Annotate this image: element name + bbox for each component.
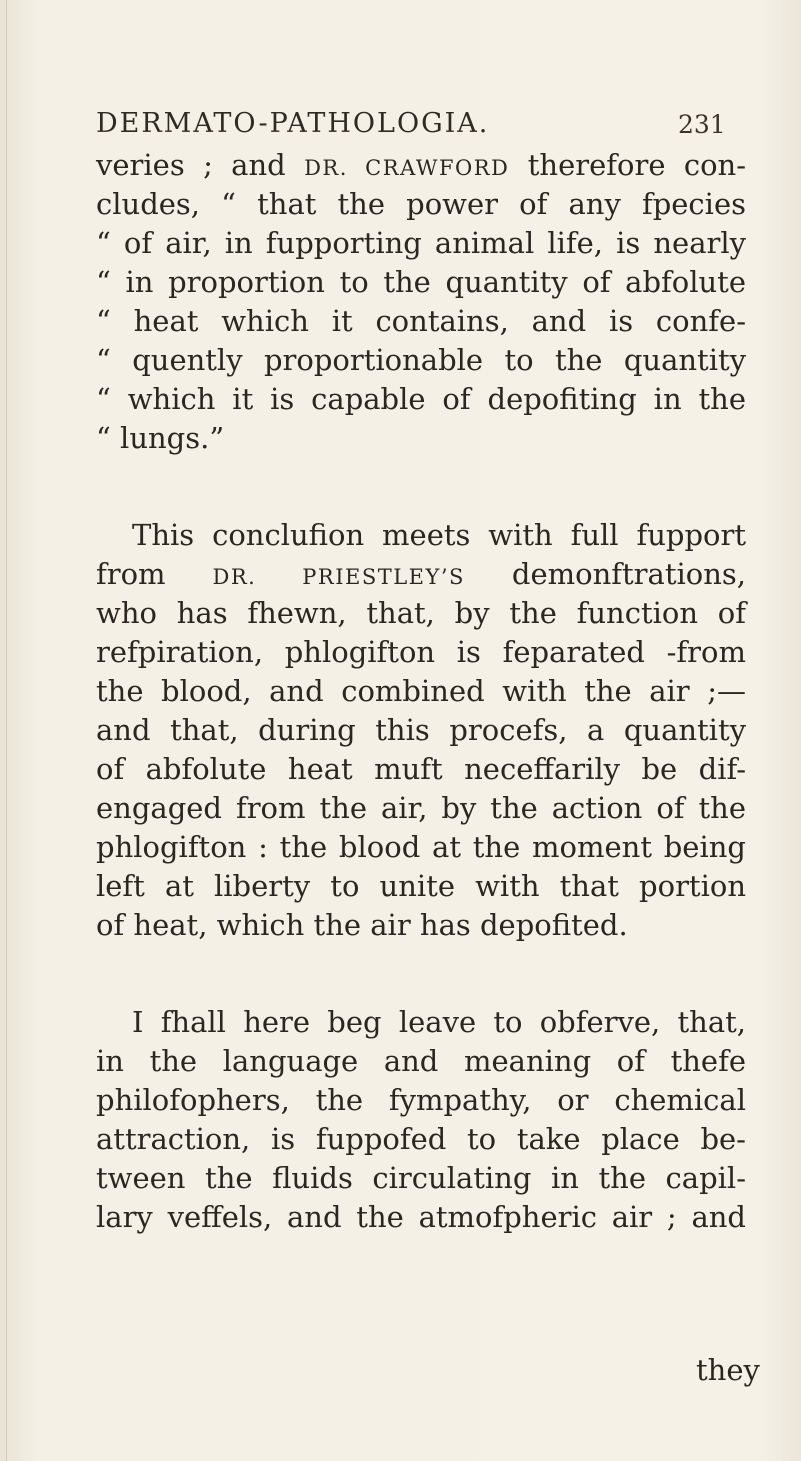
text-line: cludes, “ that the power of any fpecies bbox=[96, 187, 746, 221]
page-number: 231 bbox=[678, 110, 726, 139]
paragraph-1 bbox=[96, 146, 746, 458]
text-line bbox=[96, 555, 746, 594]
text-line: of abfolute heat muft neceffarily be dif- bbox=[96, 752, 746, 786]
body-text bbox=[96, 146, 746, 1237]
text-line: who has fhewn, that, by the function of bbox=[96, 596, 746, 630]
catchword: they bbox=[696, 1353, 760, 1387]
text-line: tween the fluids circulating in the capil- bbox=[96, 1161, 746, 1195]
text-line: attraction, is fuppofed to take place be- bbox=[96, 1122, 746, 1156]
text-line: refpiration, phlogifton is feparated -from bbox=[96, 635, 746, 669]
text-run: from bbox=[96, 557, 213, 591]
text-line: “ of air, in fupporting animal life, is nearly bbox=[96, 226, 746, 260]
text-line: left at liberty to unite with that portion bbox=[96, 869, 746, 903]
text-line: lary veffels, and the atmofpheric air ; and bbox=[96, 1200, 746, 1234]
text-run: veries ; and bbox=[96, 148, 305, 182]
text-line: in the language and meaning of thefe bbox=[96, 1044, 746, 1078]
text-run: demonftrations, bbox=[464, 557, 746, 591]
author-name-crawford: DR. CRAWFORD bbox=[304, 156, 510, 180]
running-head: DERMATO-PATHOLOGIA. bbox=[96, 108, 490, 139]
text-line: “ in proportion to the quantity of abfolute bbox=[96, 265, 746, 299]
text-line: I fhall here beg leave to obferve, that, bbox=[132, 1005, 746, 1039]
text-line: philofophers, the fympathy, or chemical bbox=[96, 1083, 746, 1117]
text-line: “ which it is capable of depofiting in the bbox=[96, 382, 746, 416]
text-line: “ lungs.” bbox=[96, 421, 225, 455]
page-header bbox=[96, 108, 736, 148]
text-line: engaged from the air, by the action of the bbox=[96, 791, 746, 825]
text-line: the blood, and combined with the air ;— bbox=[96, 674, 746, 708]
text-line: phlogifton : the blood at the moment being bbox=[96, 830, 746, 864]
text-line: and that, during this procefs, a quantity bbox=[96, 713, 746, 747]
paragraph-3 bbox=[96, 1003, 746, 1237]
paragraph-2 bbox=[96, 516, 746, 945]
text-line: “ heat which it contains, and is confe- bbox=[96, 304, 746, 338]
text-line: of heat, which the air has depofited. bbox=[96, 908, 628, 942]
author-name-priestley: DR. PRIESTLEY’S bbox=[212, 565, 465, 589]
text-line: “ quently proportionable to the quantity bbox=[96, 343, 746, 377]
text-line: This conclufion meets with full fupport bbox=[132, 518, 746, 552]
text-line bbox=[96, 146, 746, 185]
text-run: therefore con- bbox=[509, 148, 747, 182]
page-edge-line bbox=[6, 0, 7, 1461]
